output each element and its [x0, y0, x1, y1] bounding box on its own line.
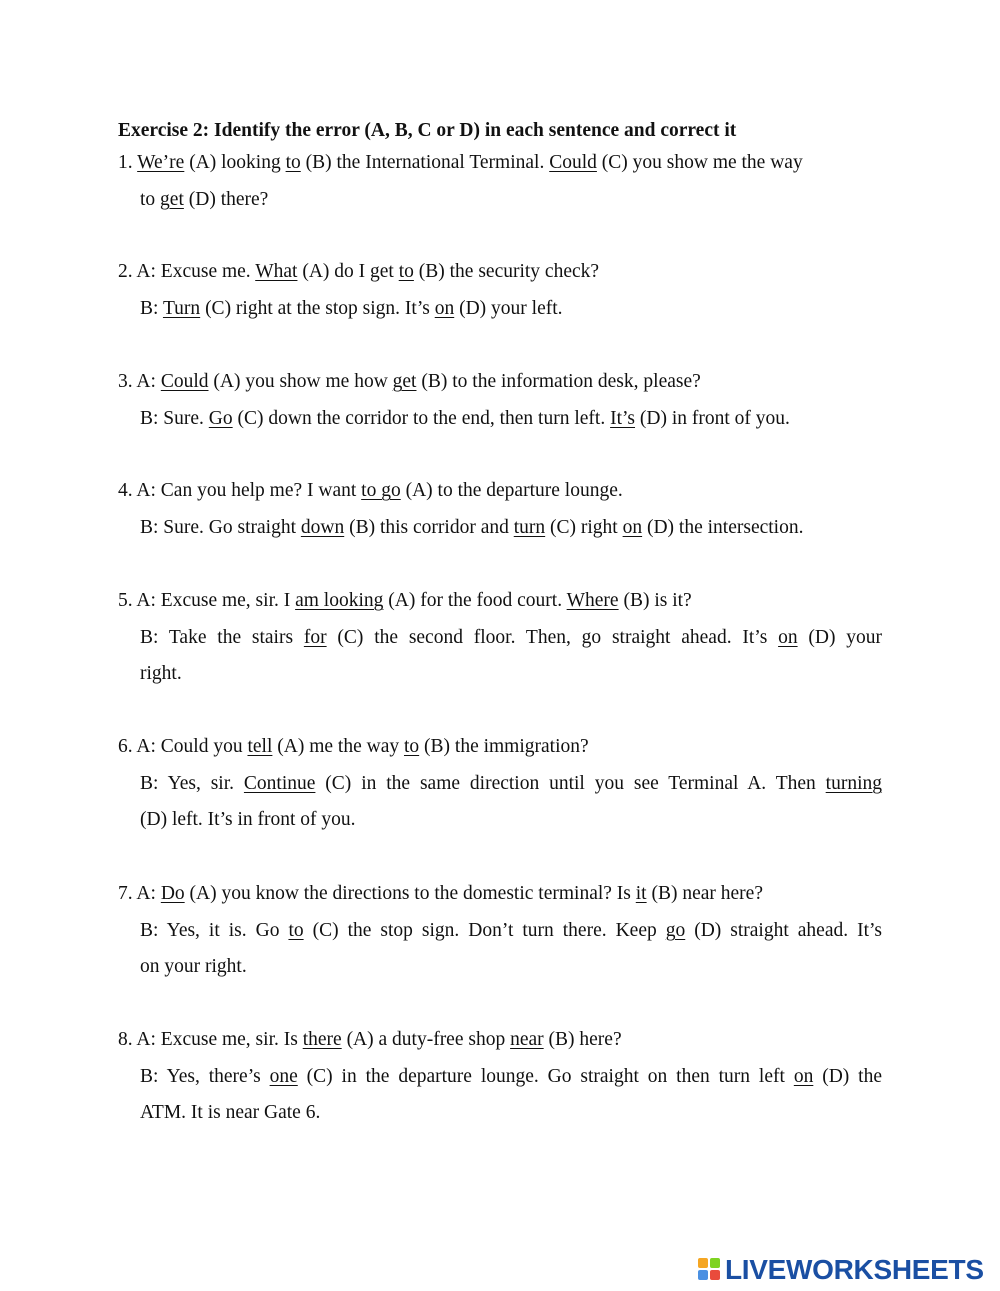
underlined-option: go	[665, 919, 686, 941]
underlined-option: Do	[160, 883, 185, 904]
question-4	[118, 473, 882, 546]
underlined-option: tell	[247, 736, 273, 757]
logo-wordmark: LIVEWORKSHEETS	[725, 1254, 984, 1285]
underlined-option: to	[288, 919, 304, 941]
question-8-line-1: 8. A: Excuse me, sir. Is there (A) a duty-free shop near (B) here?	[118, 1029, 622, 1050]
underlined-option: there	[302, 1029, 342, 1050]
question-5	[118, 583, 882, 693]
underlined-option: to	[285, 152, 301, 173]
underlined-option: on	[793, 1065, 814, 1087]
logo-square-4	[710, 1270, 720, 1280]
question-6-line-1: 6. A: Could you tell (A) me the way to (B) the immigration?	[118, 736, 589, 757]
underlined-option: to go	[361, 480, 401, 501]
question-3-line-2: B: Sure. Go (C) down the corridor to the end, then turn left. It’s (D) in front of you.	[140, 407, 790, 429]
underlined-option: Could	[549, 152, 597, 173]
question-6	[118, 729, 882, 839]
underlined-option: on	[622, 516, 643, 538]
question-8-line-2: B: Yes, there’s one (C) in the departure lounge. Go straight on then turn left on (D) the	[140, 1065, 882, 1087]
underlined-option: near	[510, 1029, 544, 1050]
question-6-line-2: B: Yes, sir. Continue (C) in the same direction until you see Terminal A. Then turning	[140, 772, 883, 794]
logo-square-3	[698, 1270, 708, 1280]
question-3-line-1: 3. A: Could (A) you show me how get (B) to the information desk, please?	[118, 371, 701, 392]
liveworksheets-logo-icon	[698, 1258, 722, 1282]
underlined-option: on	[434, 297, 455, 319]
question-2-line-2: B: Turn (C) right at the stop sign. It’s on (D) your left.	[140, 297, 563, 319]
underlined-option: We’re	[137, 152, 185, 173]
question-7-line-3: on your right.	[140, 956, 247, 978]
underlined-option: Go	[208, 407, 233, 429]
question-4-line-1: 4. A: Can you help me? I want to go (A) to the departure lounge.	[118, 480, 623, 501]
underlined-option: Turn	[162, 297, 201, 319]
underlined-option: on	[778, 626, 798, 648]
question-6-line-3: (D) left. It’s in front of you.	[140, 809, 356, 831]
underlined-option: am looking	[295, 590, 384, 611]
question-7-line-2: B: Yes, it is. Go to (C) the stop sign. Don’t turn there. Keep go (D) straight ahead. It’s	[140, 919, 882, 941]
question-7	[118, 876, 882, 986]
exercise-heading: Exercise 2: Identify the error (A, B, C or D) in each sentence and correct it	[118, 120, 737, 141]
question-5-line-1: 5. A: Excuse me, sir. I am looking (A) for the food court. Where (B) is it?	[118, 590, 692, 611]
underlined-option: get	[392, 371, 417, 392]
underlined-option: turning	[825, 772, 883, 794]
underlined-option: Continue	[243, 772, 316, 794]
question-5-line-3: right.	[140, 663, 182, 685]
underlined-option: Where	[566, 590, 619, 611]
question-7-line-1: 7. A: Do (A) you know the directions to the domestic terminal? Is it (B) near here?	[118, 883, 763, 904]
question-1	[118, 145, 882, 218]
question-2	[118, 254, 882, 327]
underlined-option: What	[255, 261, 298, 282]
underlined-option: Could	[160, 371, 209, 392]
question-1-line-1: 1. We’re (A) looking to (B) the International Terminal. Could (C) you show me the way	[118, 152, 803, 173]
underlined-option: to	[398, 261, 414, 282]
question-8	[118, 1022, 882, 1132]
underlined-option: one	[269, 1065, 298, 1087]
underlined-option: it	[635, 883, 647, 904]
question-8-line-3: ATM. It is near Gate 6.	[140, 1102, 321, 1124]
logo-square-2	[710, 1258, 720, 1268]
underlined-option: down	[300, 516, 345, 538]
question-1-line-2: to get (D) there?	[140, 188, 269, 210]
question-4-line-2: B: Sure. Go straight down (B) this corridor and turn (C) right on (D) the intersection.	[140, 516, 804, 538]
underlined-option: turn	[513, 516, 546, 538]
underlined-option: to	[403, 736, 420, 757]
question-3	[118, 364, 882, 437]
underlined-option: It’s	[610, 407, 636, 429]
underlined-option: for	[303, 626, 327, 648]
logo-square-1	[698, 1258, 708, 1268]
liveworksheets-logo	[698, 1255, 984, 1285]
question-2-line-1: 2. A: Excuse me. What (A) do I get to (B) the security check?	[118, 261, 600, 282]
question-5-line-2: B: Take the stairs for (C) the second floor. Then, go straight ahead. It’s on (D) your	[140, 626, 882, 648]
underlined-option: get	[160, 188, 184, 210]
